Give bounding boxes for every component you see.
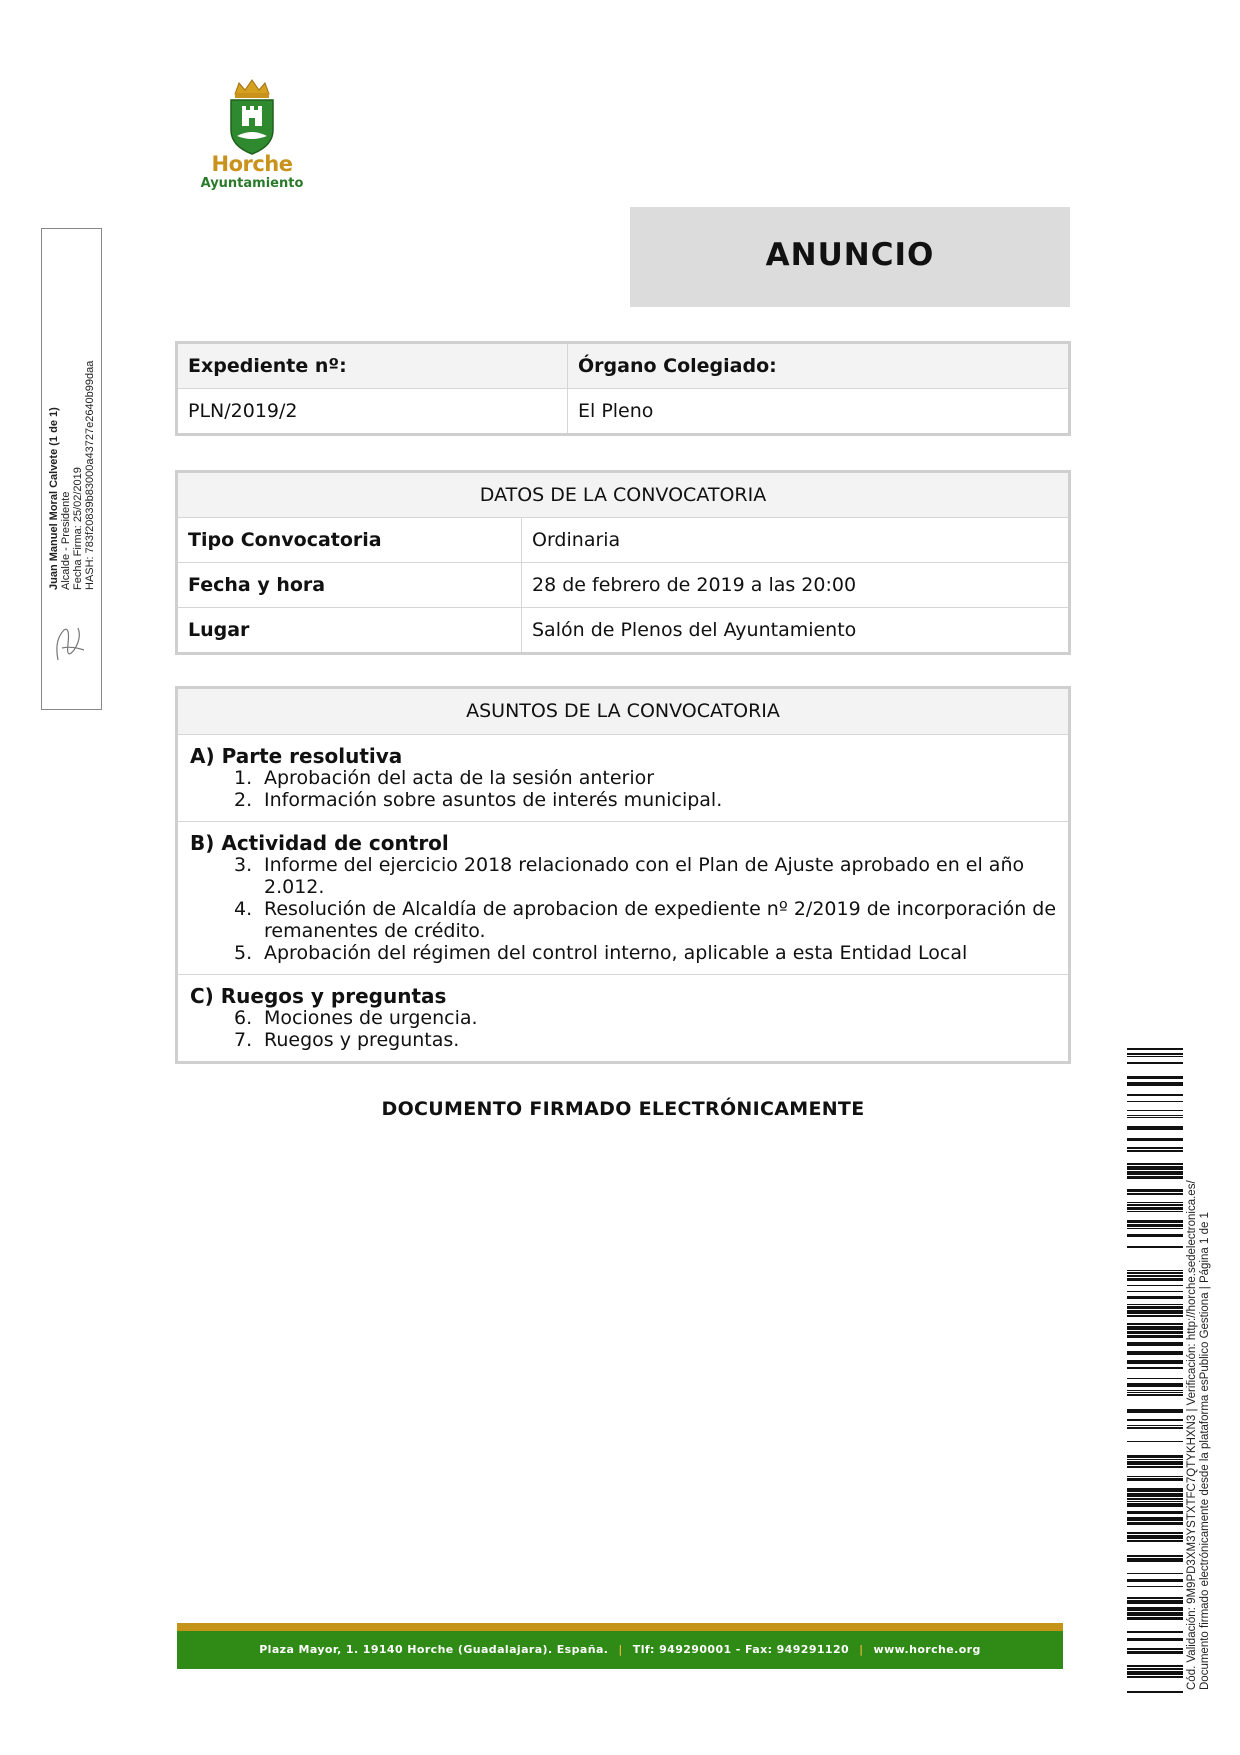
list-item: 5. Aprobación del régimen del control interno, aplicable a esta Entidad Local xyxy=(234,942,968,964)
logo-name: Horche xyxy=(211,152,293,176)
asuntos-section xyxy=(178,735,1068,822)
municipality-logo xyxy=(192,78,312,191)
organo-label: Órgano Colegiado: xyxy=(568,343,1070,389)
signature-hash: HASH: 783f20839b83000a43727e2640b99daa xyxy=(84,360,96,590)
signed-note: DOCUMENTO FIRMADO ELECTRÓNICAMENTE xyxy=(381,1098,865,1120)
validation-line1: Cód. Validación: 9M9PD3XM3YSTXTFC7QTYKHXN3 | Verificación: http://horche.sedelectronica.es/ xyxy=(1186,1180,1198,1690)
organo-value: El Pleno xyxy=(568,389,1070,435)
table-row-value: Salón de Plenos del Ayuntamiento xyxy=(522,608,1070,654)
list-item: 6. Mociones de urgencia. xyxy=(234,1007,478,1029)
coat-of-arms-icon xyxy=(225,78,279,156)
signature-stamp-text xyxy=(48,230,96,590)
logo-subtitle: Ayuntamiento xyxy=(200,176,304,191)
validation-text xyxy=(1186,1040,1212,1690)
signer-name: Juan Manuel Moral Calvete (1 de 1) xyxy=(48,407,60,590)
footer-bar: Plaza Mayor, 1. 19140 Horche (Guadalajara). España. | Tlf: 949290001 - Fax: 949291120 | www.horche.org xyxy=(177,1631,1063,1669)
table-row-label: Fecha y hora xyxy=(177,563,522,608)
table-row-label: Lugar xyxy=(177,608,522,654)
expediente-label: Expediente nº: xyxy=(177,343,568,389)
list-item: 1. Aprobación del acta de la sesión anterior xyxy=(234,767,655,789)
asuntos-section xyxy=(178,822,1068,975)
signature-date: Fecha Firma: 25/02/2019 xyxy=(72,467,84,590)
list-item: 3. Informe del ejercicio 2018 relacionado con el Plan de Ajuste aprobado en el año 2.012. xyxy=(234,854,1025,898)
footer-phones: Tlf: 949290001 - Fax: 949291120 xyxy=(632,1643,850,1656)
list-item: 4. Resolución de Alcaldía de aprobacion de expediente nº 2/2019 de incorporación de remanentes de crédito. xyxy=(234,898,1057,942)
table-row-label: Tipo Convocatoria xyxy=(177,518,522,563)
asuntos-header: ASUNTOS DE LA CONVOCATORIA xyxy=(178,689,1068,735)
signer-role: Alcalde - Presidente xyxy=(60,491,72,590)
expediente-table xyxy=(175,341,1071,436)
validation-barcode-icon xyxy=(1127,1048,1183,1693)
validation-line2: Documento firmado electrónicamente desde la plataforma esPublico Gestiona | Página 1 de 1 xyxy=(1199,1212,1211,1690)
section-title: B) Actividad de control xyxy=(190,831,449,855)
list-item: 2. Información sobre asuntos de interés municipal. xyxy=(234,789,723,811)
table-row-value: Ordinaria xyxy=(522,518,1070,563)
asuntos-section xyxy=(178,975,1068,1061)
section-title: A) Parte resolutiva xyxy=(190,744,403,768)
expediente-value: PLN/2019/2 xyxy=(177,389,568,435)
list-item: 7. Ruegos y preguntas. xyxy=(234,1029,460,1051)
page-title: ANUNCIO xyxy=(765,237,935,273)
table-row-value: 28 de febrero de 2019 a las 20:00 xyxy=(522,563,1070,608)
footer-web-link[interactable]: www.horche.org xyxy=(873,1643,981,1656)
datos-table xyxy=(175,470,1071,655)
footer-accent-bar xyxy=(177,1623,1063,1631)
asuntos-box xyxy=(175,686,1071,1064)
footer-address: Plaza Mayor, 1. 19140 Horche (Guadalajara). España. xyxy=(259,1643,609,1656)
datos-header: DATOS DE LA CONVOCATORIA xyxy=(177,472,1070,518)
section-title: C) Ruegos y preguntas xyxy=(190,984,447,1008)
handwritten-signature-icon xyxy=(48,620,92,670)
title-box xyxy=(630,207,1070,307)
